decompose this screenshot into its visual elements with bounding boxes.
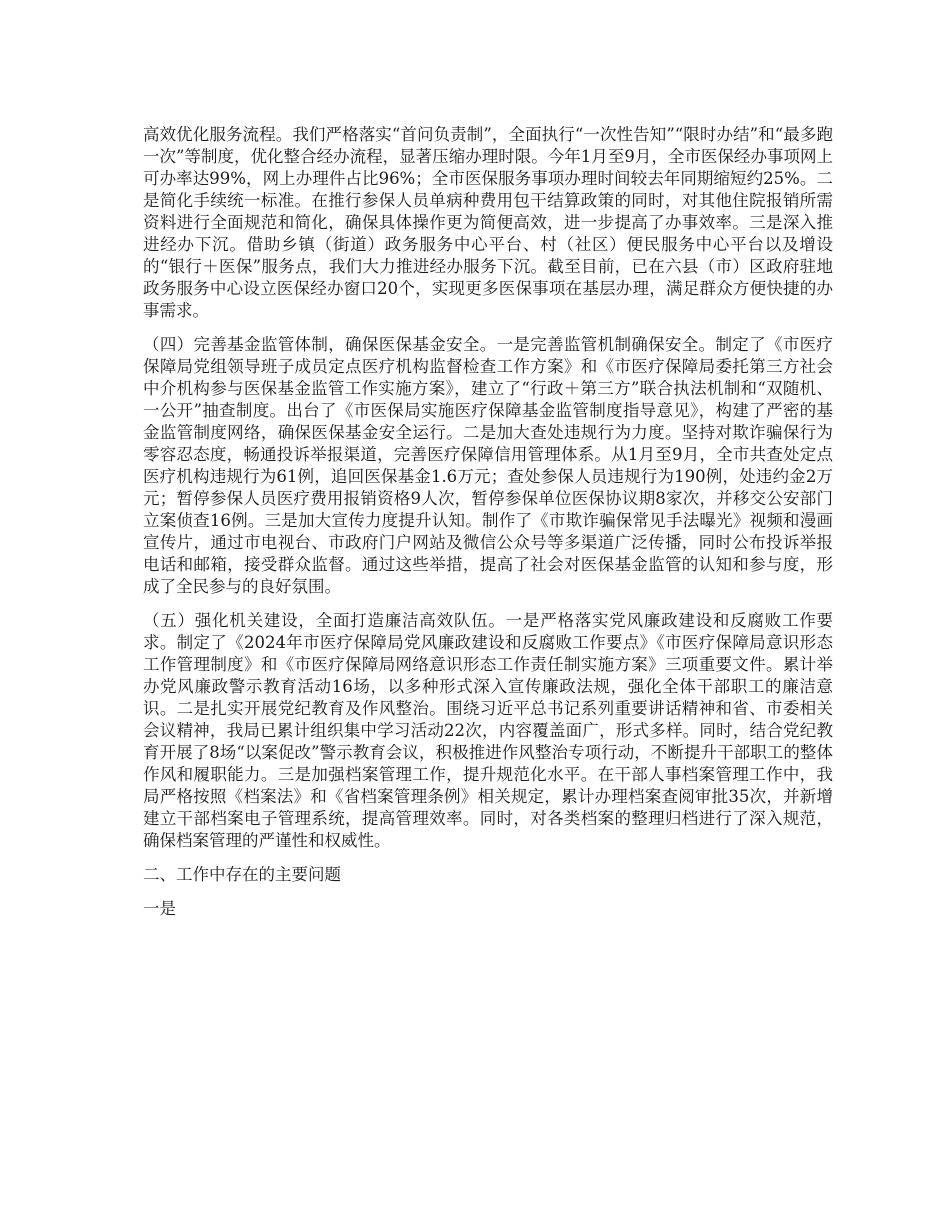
section-heading-problems: 二、工作中存在的主要问题	[143, 865, 341, 884]
paragraph-fund-supervision: （四）完善基金监管体制，确保医保基金安全。一是完善监管机制确保安全。制定了《市医疗保障局党组领导班子成员定点医疗机构监督检查工作方案》和《市医疗保障局委托第三方社会中介机构参与医保基金监管工作实施方案》，建立了“行政＋第三方”联合执法机制和“双随机、一公开”抽查制度。出台了《市医保局实施医疗保障基金监管制度指导意见》，构建了严密的基金监管制度网络，确保医保基金安全运行。二是加大查处违规行为力度。坚持对欺诈骗保行为零容忍态度，畅通投诉举报渠道，完善医疗保障信用管理体系。从1月至9月，全市共查处定点医疗机构违规行为61例，追回医保基金1.6万元；查处参保人员违规行为190例，处违约金2万元；暂停参保人员医疗费用报销资格9人次，暂停参保单位医保协议期8家次，并移交公安部门立案侦查16例。三是加大宣传力度提升认知。制作了《市欺诈骗保常见手法曝光》视频和漫画宣传片，通过市电视台、市政府门户网站及微信公众号等多渠道广泛传播，同时公布投诉举报电话和邮箱，接受群众监督。通过这些举措，提高了社会对医保基金监管的认知和参与度，形成了全民参与的良好氛围。	[143, 335, 833, 596]
paragraph-organ-building: （五）强化机关建设，全面打造廉洁高效队伍。一是严格落实党风廉政建设和反腐败工作要求。制定了《2024年市医疗保障局党风廉政建设和反腐败工作要点》《市医疗保障局意识形态工作管理制度》和《市医疗保障局网络意识形态工作责任制实施方案》三项重要文件。累计举办党风廉政警示教育活动16场，以多种形式深入宣传廉政法规，强化全体干部职工的廉洁意识。二是扎实开展党纪教育及作风整治。围绕习近平总书记系列重要讲话精神和省、市委相关会议精神，我局已累计组织集中学习活动22次，内容覆盖面广，形式多样。同时，结合党纪教育开展了8场“以案促改”警示教育会议，积极推进作风整治专项行动，不断提升干部职工的整体作风和履职能力。三是加强档案管理工作，提升规范化水平。在干部人事档案管理工作中，我局严格按照《档案法》和《省档案管理条例》相关规定，累计办理档案查阅审批35次，并新增建立干部档案电子管理系统，提高管理效率。同时，对各类档案的整理归档进行了深入规范，确保档案管理的严谨性和权威性。	[143, 611, 833, 850]
paragraph-service-process: 高效优化服务流程。我们严格落实“首问负责制”，全面执行“一次性告知”“限时办结”和“最多跑一次”等制度，优化整合经办流程，显著压缩办理时限。今年1月至9月，全市医保经办事项网上可办率达99%，网上办理件占比96%；全市医保服务事项办理时间较去年同期缩短约25%。二是简化手续统一标准。在推行参保人员单病种费用包干结算政策的同时，对其他住院报销所需资料进行全面规范和简化，确保具体操作更为简便高效，进一步提高了办事效率。三是深入推进经办下沉。借助乡镇（街道）政务服务中心平台、村（社区）便民服务中心平台以及增设的“银行＋医保”服务点，我们大力推进经办服务下沉。截至目前，已在六县（市）区政府驻地政务服务中心设立医保经办窗口20个，实现更多医保事项在基层办理，满足群众方便快捷的办事需求。	[143, 125, 833, 320]
document-page	[143, 124, 833, 932]
trailing-text: 一是	[143, 899, 176, 918]
